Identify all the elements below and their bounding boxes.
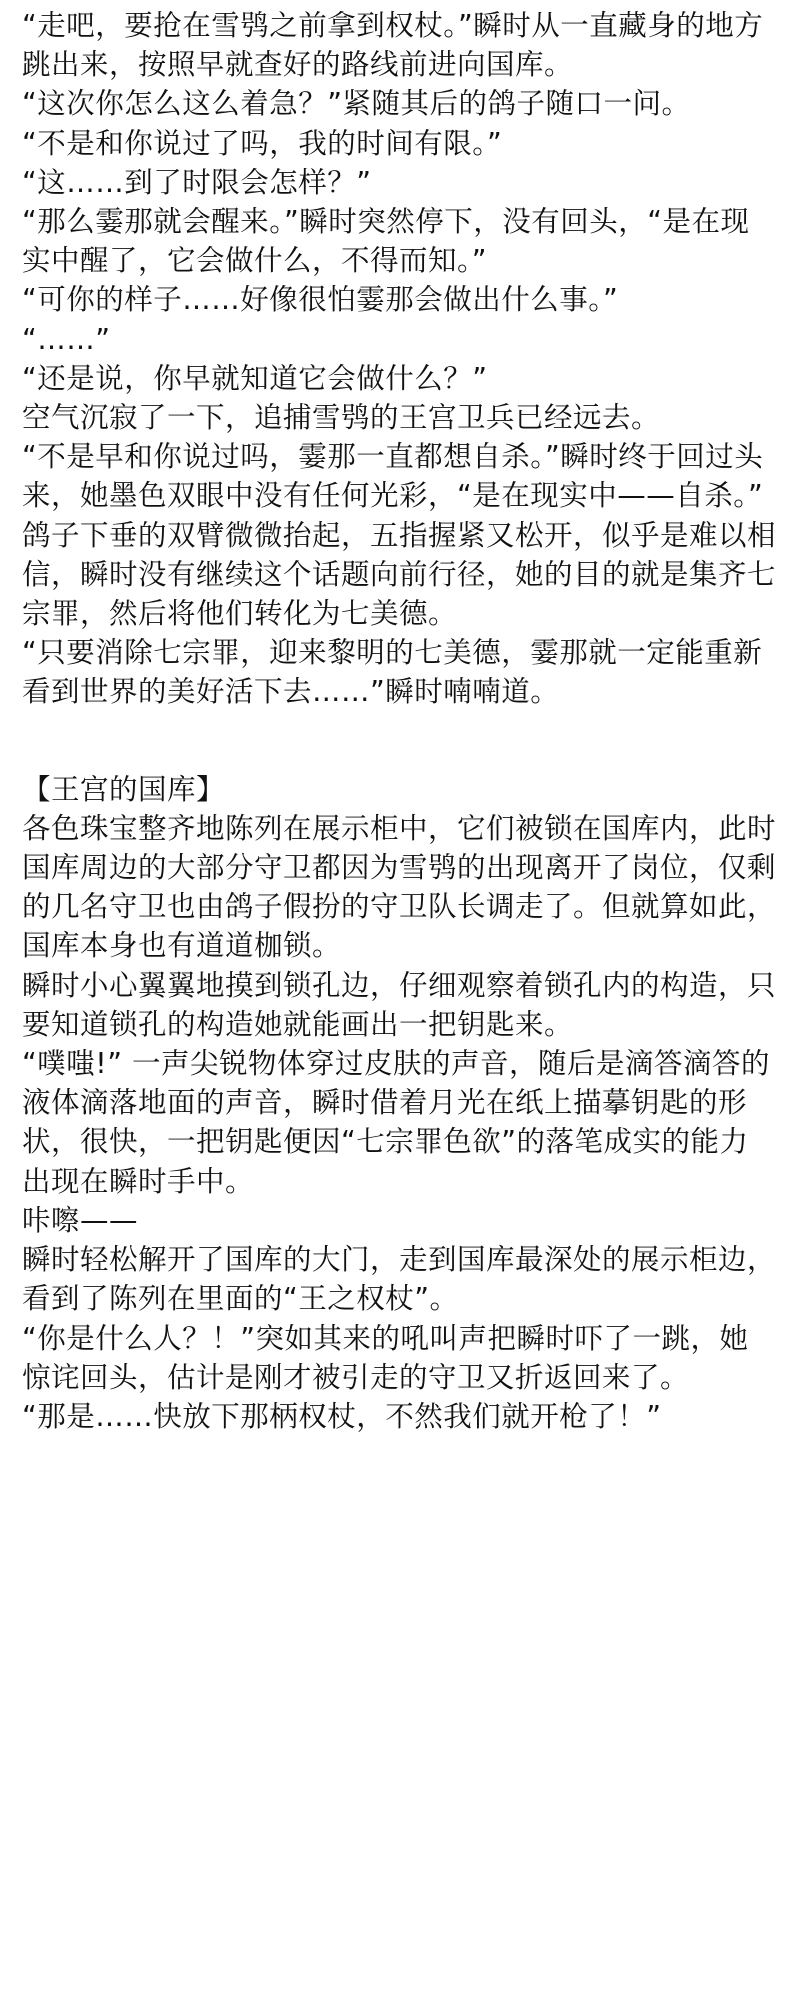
paragraph: “你是什么人？！”突如其来的吼叫声把瞬时吓了一跳，她惊诧回头，估计是刚才被引走的守卫又折返回来了。 [22, 1321, 749, 1394]
paragraph: “只要消除七宗罪，迎来黎明的七美德，霎那就一定能重新看到世界的美好活下去……”瞬时喃喃道。 [22, 636, 763, 709]
paragraph: “可你的样子……好像很怕霎那会做出什么事。” [22, 283, 619, 317]
paragraph: “不是和你说过了吗，我的时间有限。” [22, 126, 503, 160]
paragraph: 瞬时轻松解开了国库的大门，走到国库最深处的展示柜边，看到了陈列在里面的“王之权杖”。 [22, 1243, 777, 1316]
paragraph: “噗嗤!” 一声尖锐物体穿过皮肤的声音，随后是滴答滴答的液体滴落地面的声音，瞬时借着月光在纸上描摹钥匙的形状，很快，一把钥匙便因“七宗罪色欲”的落笔成实的能力出现在瞬时手中。 [22, 1047, 771, 1198]
paragraph: 咔嚓—— [22, 1203, 139, 1237]
paragraph: 各色珠宝整齐地陈列在展示柜中，它们被锁在国库内，此时国库周边的大部分守卫都因为雪鸮的出现离开了岗位，仅剩的几名守卫也由鸽子假扮的守卫队长调走了。但就算如此，国库本身也有道道枷锁。 [22, 811, 777, 963]
story-section-part1 [22, 6, 776, 712]
section-heading: 【王宫的国库】 [22, 772, 226, 806]
paragraph: “那是……快放下那柄权杖，不然我们就开枪了！” [22, 1399, 662, 1433]
section-spacer [22, 712, 776, 770]
paragraph: 瞬时小心翼翼地摸到锁孔边，仔细观察着锁孔内的构造，只要知道锁孔的构造她就能画出一把钥匙来。 [22, 968, 777, 1041]
paragraph: “不是早和你说过吗，霎那一直都想自杀。”瞬时终于回过头来，她墨色双眼中没有任何光彩，“是在现实中——自杀。” [22, 440, 764, 513]
paragraph: “这次你怎么这么着急？”紧随其后的鸽子随口一问。 [22, 87, 691, 121]
paragraph: “那么霎那就会醒来。”瞬时突然停下，没有回头，“是在现实中醒了，它会做什么，不得而知。” [22, 205, 750, 278]
paragraph: 空气沉寂了一下，追捕雪鸮的王宫卫兵已经远去。 [22, 401, 661, 435]
paragraph: 鸽子下垂的双臂微微抬起，五指握紧又松开，似乎是难以相信，瞬时没有继续这个话题向前行径，她的目的就是集齐七宗罪，然后将他们转化为七美德。 [22, 518, 777, 631]
story-section-part2 [22, 809, 776, 1436]
paragraph: “还是说，你早就知道它会做什么？” [22, 361, 488, 395]
paragraph: “这……到了时限会怎样？” [22, 165, 372, 199]
paragraph: “走吧，要抢在雪鸮之前拿到权杖。”瞬时从一直藏身的地方跳出来，按照早就查好的路线前进向国库。 [22, 9, 764, 82]
paragraph: “……” [22, 322, 111, 356]
